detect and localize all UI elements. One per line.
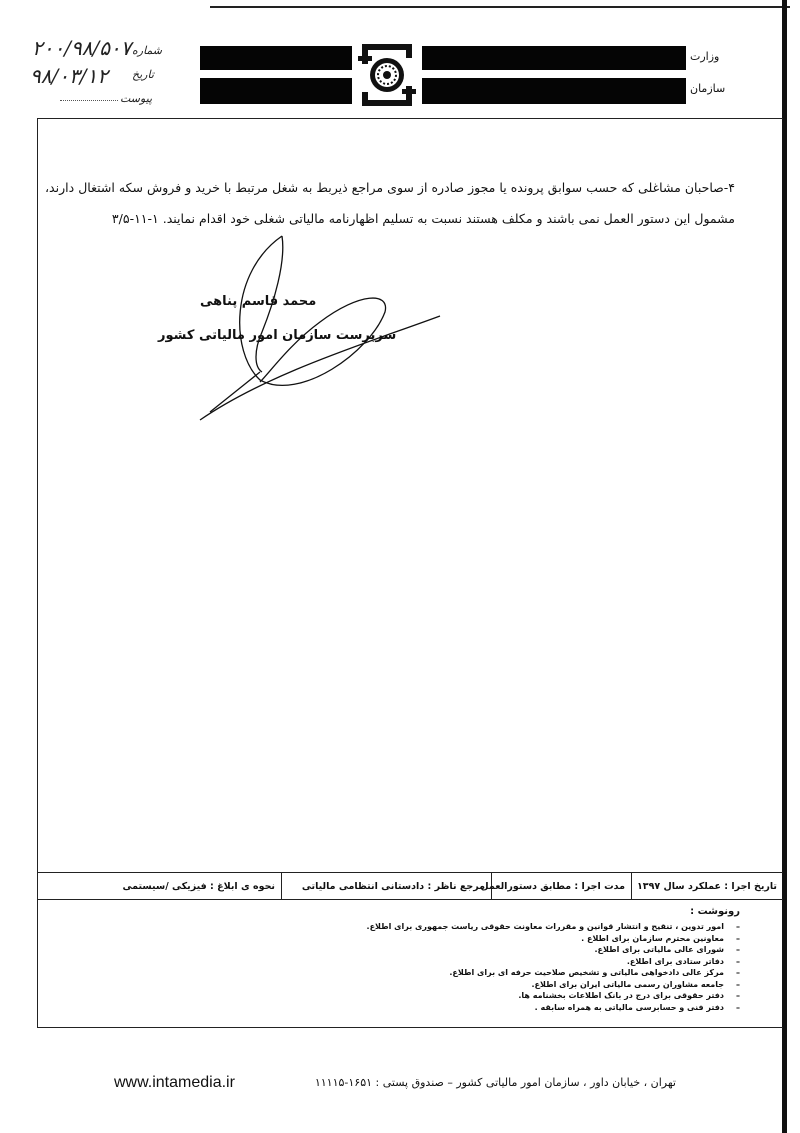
footer-address: تهران ، خیابان داور ، سازمان امور مالیاتی کشور – صندوق پستی : ۱۶۵۱-۱۱۱۱۵ — [314, 1076, 676, 1089]
execution-date-cell: تاریخ اجرا : عملکرد سال ۱۳۹۷ — [631, 873, 783, 899]
list-item: – شورای عالی مالیاتی برای اطلاع. — [400, 944, 740, 956]
notice-method-cell: نحوه ی ابلاغ : فیزیکی /سیستمی — [122, 880, 275, 892]
execution-period-cell: مدت اجرا : مطابق دستورالعمل — [491, 873, 631, 899]
copies-title: رونوشت : — [690, 906, 740, 917]
attachment-dotted-line — [60, 100, 118, 101]
list-item: – جامعه مشاوران رسمی مالیاتی ایران برای اطلاع. — [400, 979, 740, 991]
ministry-label: وزارت — [690, 50, 720, 63]
redaction-bar — [422, 78, 686, 104]
date-label: تاریخ — [132, 68, 154, 81]
copies-list — [366, 921, 740, 1013]
redaction-bar — [200, 46, 352, 70]
execution-info-table — [37, 872, 783, 900]
directive-paragraph: ۴-صاحبان مشاغلی که حسب سوابق پرونده یا مجوز صادره از سوی مراجع ذیربط به شغل مرتبط با خرید و فروش سکه اشتغال دارند، مشمول این دستور العمل نمی باشند و مکلف هستند نسبت به تسلیم اظهارنامه مالیاتی شغلی خود اقدام نمایند. ۱-۱۱-۳/۵ — [45, 180, 735, 226]
emblem-logo-icon — [358, 42, 416, 108]
page-top-edge — [210, 6, 790, 8]
list-item: – دفتر حقوقی برای درج در بانک اطلاعات بخشنامه ها. — [400, 990, 740, 1002]
list-item: – دفتر فنی و حسابرسی مالیاتی به همراه سابقه . — [400, 1002, 740, 1014]
redaction-bar — [200, 78, 352, 104]
list-item: – معاونین محترم سازمان برای اطلاع . — [400, 933, 740, 945]
attachment-label: پیوست — [120, 92, 153, 105]
letter-date-handwritten: ۹۸/۰۳/۱۲ — [30, 64, 108, 88]
letter-number-handwritten: ۲۰۰/۹۸/۵۰۷ — [32, 36, 132, 60]
organization-label: سازمان — [690, 82, 726, 95]
supervising-authority-cell: مرجع ناظر : دادستانی انتظامی مالیاتی — [281, 873, 491, 899]
list-item: – دفاتر ستادی برای اطلاع. — [400, 956, 740, 968]
redaction-bar — [422, 46, 686, 70]
list-item: – امور تدوین ، تنقیح و انتشار قوانین و مقررات معاونت حقوقی ریاست جمهوری برای اطلاع. — [400, 921, 740, 933]
signer-name: محمد قاسم پناهی — [200, 294, 317, 309]
signer-title: سرپرست سازمان امور مالیاتی کشور — [158, 328, 397, 343]
footer-website: www.intamedia.ir — [114, 1074, 235, 1091]
copies-list-section — [366, 906, 740, 1013]
number-label: شماره — [132, 44, 163, 57]
list-item: – مرکز عالی دادخواهی مالیاتی و تشخیص صلاحیت حرفه ای برای اطلاع. — [400, 967, 740, 979]
